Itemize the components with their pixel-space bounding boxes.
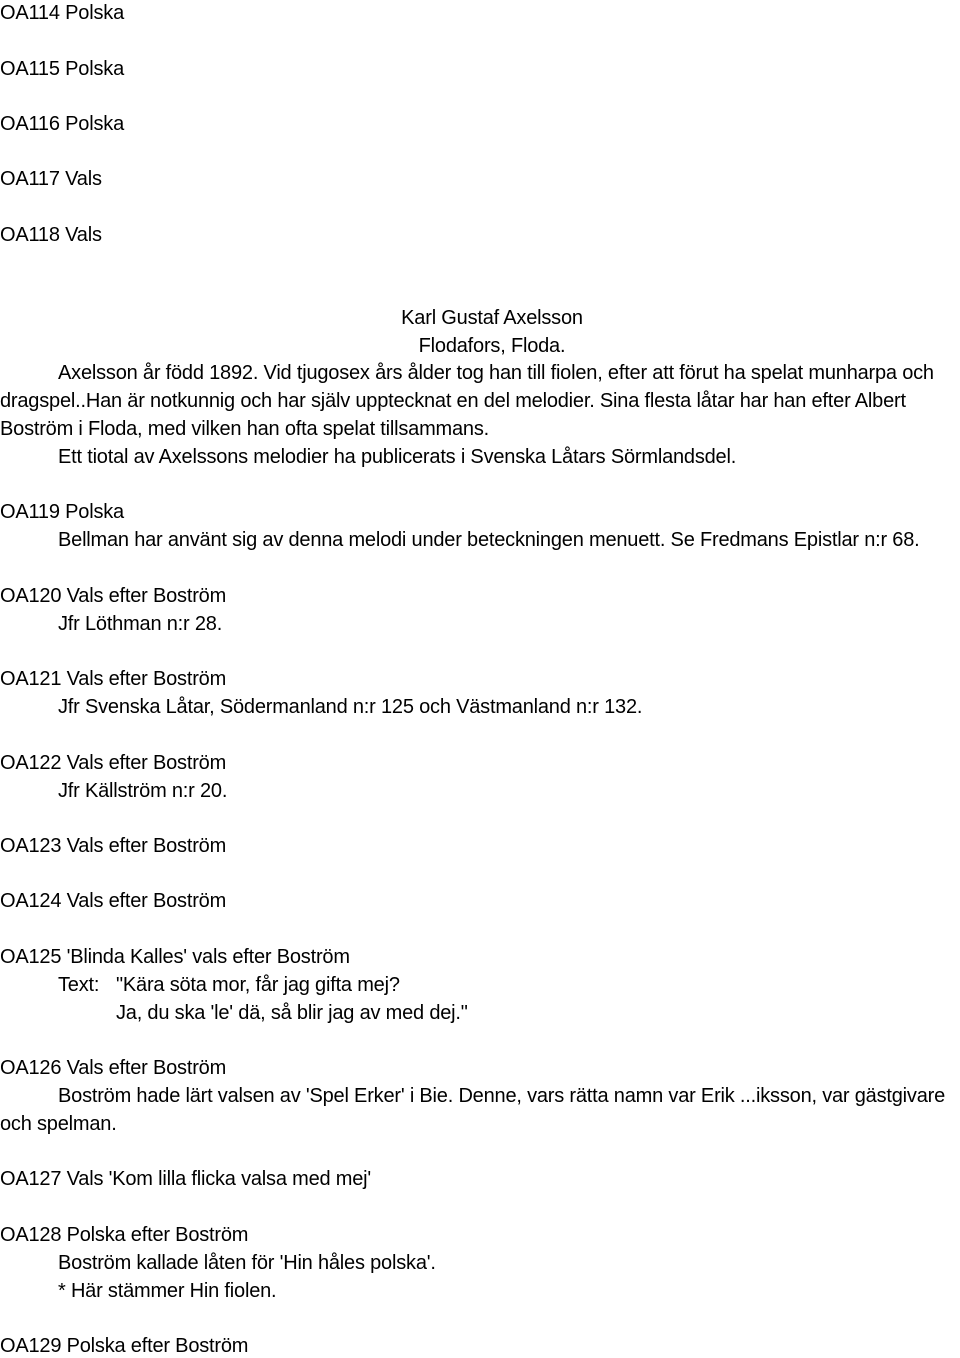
entry-heading: OA121 Vals efter Boström	[0, 668, 227, 690]
lyrics-line: Ja, du ska 'le' dä, så blir jag av med dej."	[116, 1002, 468, 1024]
entry-note: Jfr Löthman n:r 28.	[58, 613, 223, 635]
entry-id: OA115	[0, 58, 60, 80]
lyrics-line: "Kära söta mor, får jag gifta mej?	[116, 974, 400, 996]
entry-id: OA114	[0, 2, 60, 24]
entry-heading: OA125 'Blinda Kalles' vals efter Boström	[0, 946, 350, 968]
entry-heading-oa115	[0, 57, 124, 81]
entry-note: och spelman.	[0, 1113, 117, 1135]
bio-line: dragspel..Han är notkunnig och har själv upptecknat en del melodier. Sina flesta låtar har han efter Albert	[0, 390, 906, 412]
entry-note: Bellman har använt sig av denna melodi under beteckningen menuett. Se Fredmans Epistlar n:r 68.	[58, 529, 920, 551]
publication-note: Ett tiotal av Axelssons melodier ha publicerats i Svenska Låtars Sörmlandsdel.	[58, 446, 737, 468]
entry-heading: OA127 Vals 'Kom lilla flicka valsa med mej'	[0, 1168, 372, 1190]
entry-note: Boström kallade låten för 'Hin håles polska'.	[58, 1252, 436, 1274]
entry-id: OA118	[0, 224, 60, 246]
entry-heading: OA128 Polska efter Boström	[0, 1224, 249, 1246]
entry-title: Polska	[65, 58, 124, 80]
lyrics-label: Text:	[58, 974, 100, 996]
entry-id: OA116	[0, 113, 60, 135]
entry-heading: OA119 Polska	[0, 501, 124, 523]
entry-heading-oa118	[0, 223, 102, 247]
entry-heading-oa116	[0, 112, 124, 136]
entry-title: Vals	[65, 224, 102, 246]
bio-line: Axelsson år född 1892. Vid tjugosex års ålder tog han till fiolen, efter att förut ha spelat munharpa och	[58, 362, 934, 384]
entry-heading: OA124 Vals efter Boström	[0, 890, 227, 912]
entry-heading: OA122 Vals efter Boström	[0, 752, 227, 774]
entry-title: Polska	[65, 113, 124, 135]
bio-line: Boström i Floda, med vilken han ofta spelat tillsammans.	[0, 418, 490, 440]
entry-heading-oa117	[0, 167, 102, 191]
musician-place: Flodafors, Floda.	[418, 335, 566, 357]
entry-title: Vals	[65, 168, 102, 190]
entry-heading: OA120 Vals efter Boström	[0, 585, 227, 607]
entry-heading: OA126 Vals efter Boström	[0, 1057, 227, 1079]
entry-note: Jfr Svenska Låtar, Södermanland n:r 125 och Västmanland n:r 132.	[58, 696, 643, 718]
entry-note: * Här stämmer Hin fiolen.	[58, 1280, 277, 1302]
entry-title: Polska	[65, 2, 124, 24]
entry-heading: OA123 Vals efter Boström	[0, 835, 227, 857]
entry-note: Boström hade lärt valsen av 'Spel Erker' i Bie. Denne, vars rätta namn var Erik ...iksson, var gästgivare	[58, 1085, 946, 1107]
entry-heading-oa114	[0, 1, 124, 25]
entry-note: Jfr Källström n:r 20.	[58, 780, 228, 802]
entry-heading: OA129 Polska efter Boström	[0, 1335, 249, 1357]
entry-id: OA117	[0, 168, 60, 190]
musician-name: Karl Gustaf Axelsson	[401, 307, 583, 329]
